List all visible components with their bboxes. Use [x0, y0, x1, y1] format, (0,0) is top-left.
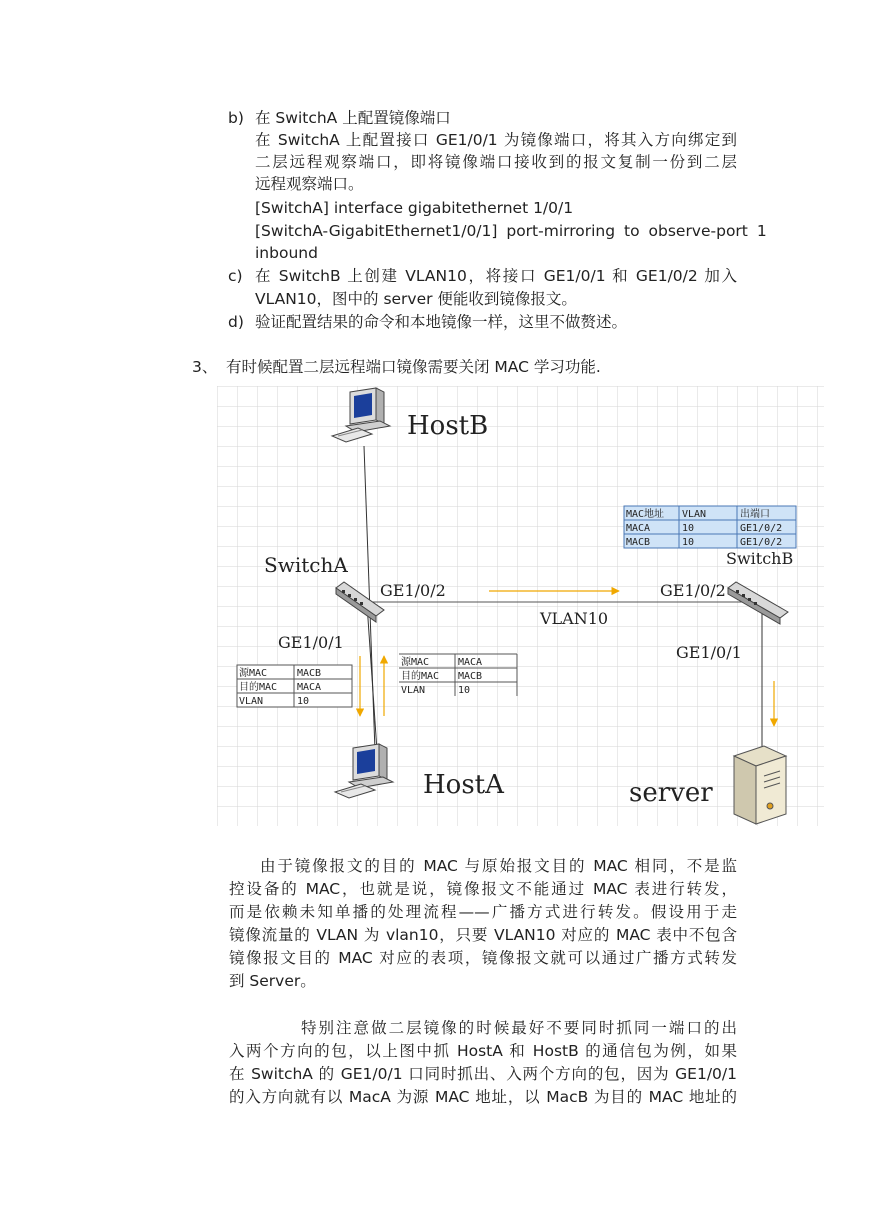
step-b-desc-line-1: 在 SwitchA 上配置接口 GE1/0/1 为镜像端口，将其入方向绑定到 — [255, 131, 737, 149]
para1-line-2: 控设备的 MAC，也就是说，镜像报文不能通过 MAC 表进行转发， — [229, 880, 737, 898]
frame-left-cell: MACB — [297, 668, 322, 679]
step-b-desc-line-2: 二层远程观察端口，即将镜像端口接收到的报文复制一份到二层 — [255, 153, 737, 171]
vlan-label: VLAN10 — [540, 609, 609, 628]
command-port-mirroring: [SwitchA-GigabitEthernet1/0/1] port-mirroring to observe-port 1 — [255, 222, 767, 240]
step-d-line-1: 验证配置结果的命令和本地镜像一样，这里不做赘述。 — [255, 313, 628, 331]
switchb-label: SwitchB — [726, 549, 794, 568]
frame-left-cell: 目的MAC — [239, 682, 278, 693]
para1-line-3: 而是依赖未知单播的处理流程——广播方式进行转发。假设用于走 — [229, 903, 737, 921]
hostb-label: HostB — [407, 411, 489, 441]
mac-table-cell: MACA — [626, 523, 651, 534]
mac-table-header-port: 出端口 — [740, 509, 770, 520]
switcha-port-ge101: GE1/0/1 — [278, 633, 344, 652]
frame-mid-cell: 10 — [458, 685, 471, 696]
list-marker-d: d) — [228, 313, 244, 331]
step-b-title: 在 SwitchA 上配置镜像端口 — [255, 109, 451, 127]
list-marker-b: b) — [228, 109, 244, 127]
frame-left-cell: MACA — [297, 682, 322, 693]
frame-mid-cell: MACA — [458, 657, 483, 668]
frame-left-cell: 源MAC — [239, 668, 268, 679]
frame-left-cell: 10 — [297, 696, 310, 707]
hosta-label: HostA — [423, 770, 504, 800]
section-3-marker: 3、 — [192, 358, 218, 376]
switcha-port-ge102: GE1/0/2 — [380, 581, 446, 600]
mac-table-cell: MACB — [626, 537, 651, 548]
frame-mid-cell: MACB — [458, 671, 483, 682]
mac-table-cell: 10 — [682, 537, 695, 548]
step-c-line-1: 在 SwitchB 上创建 VLAN10，将接口 GE1/0/1 和 GE1/0/2 加入 — [255, 267, 737, 285]
command-port-mirroring-cont: inbound — [255, 244, 318, 262]
switchb-port-ge102: GE1/0/2 — [660, 581, 726, 600]
para1-line-5: 镜像报文目的 MAC 对应的表项，镜像报文就可以通过广播方式转发 — [229, 949, 737, 967]
list-marker-c: c) — [228, 267, 243, 285]
mac-address-table — [624, 506, 796, 548]
mac-table-cell: GE1/0/2 — [740, 537, 783, 548]
mac-table-cell: 10 — [682, 523, 695, 534]
server-label: server — [629, 778, 713, 808]
para1-line-1: 由于镜像报文的目的 MAC 与原始报文目的 MAC 相同，不是监 — [260, 857, 737, 875]
frame-mid-cell: 目的MAC — [401, 671, 440, 682]
step-b-desc-line-3: 远程观察端口。 — [255, 175, 364, 193]
frame-mid-cell: 源MAC — [401, 657, 430, 668]
frame-left-cell: VLAN — [239, 696, 264, 707]
section-3-title: 有时候配置二层远程端口镜像需要关闭 MAC 学习功能. — [226, 358, 601, 376]
para2-line-3: 在 SwitchA 的 GE1/0/1 口同时抓出、入两个方向的包，因为 GE1/0/1 — [229, 1065, 737, 1083]
frame-mid-cell: VLAN — [401, 685, 426, 696]
para1-line-6: 到 Server。 — [229, 972, 316, 990]
switchb-port-ge101: GE1/0/1 — [676, 643, 742, 662]
para2-line-2: 入两个方向的包，以上图中抓 HostA 和 HostB 的通信包为例，如果 — [229, 1042, 737, 1060]
mac-table-header-vlan: VLAN — [682, 509, 707, 520]
grid-background — [217, 386, 824, 826]
network-diagram — [217, 386, 824, 826]
step-c-line-2: VLAN10，图中的 server 便能收到镜像报文。 — [255, 290, 577, 308]
mac-table-cell: GE1/0/2 — [740, 523, 783, 534]
command-interface: [SwitchA] interface gigabitethernet 1/0/1 — [255, 199, 574, 217]
frame-table-left — [237, 665, 352, 707]
para1-line-4: 镜像流量的 VLAN 为 vlan10，只要 VLAN10 对应的 MAC 表中不包含 — [229, 926, 737, 944]
para2-line-1: 特别注意做二层镜像的时候最好不要同时抓同一端口的出 — [301, 1019, 737, 1037]
switcha-label: SwitchA — [264, 553, 348, 577]
mac-table-header-mac: MAC地址 — [626, 509, 665, 520]
server-icon — [734, 746, 786, 824]
para2-line-4: 的入方向就有以 MacA 为源 MAC 地址，以 MacB 为目的 MAC 地址的 — [229, 1088, 737, 1106]
